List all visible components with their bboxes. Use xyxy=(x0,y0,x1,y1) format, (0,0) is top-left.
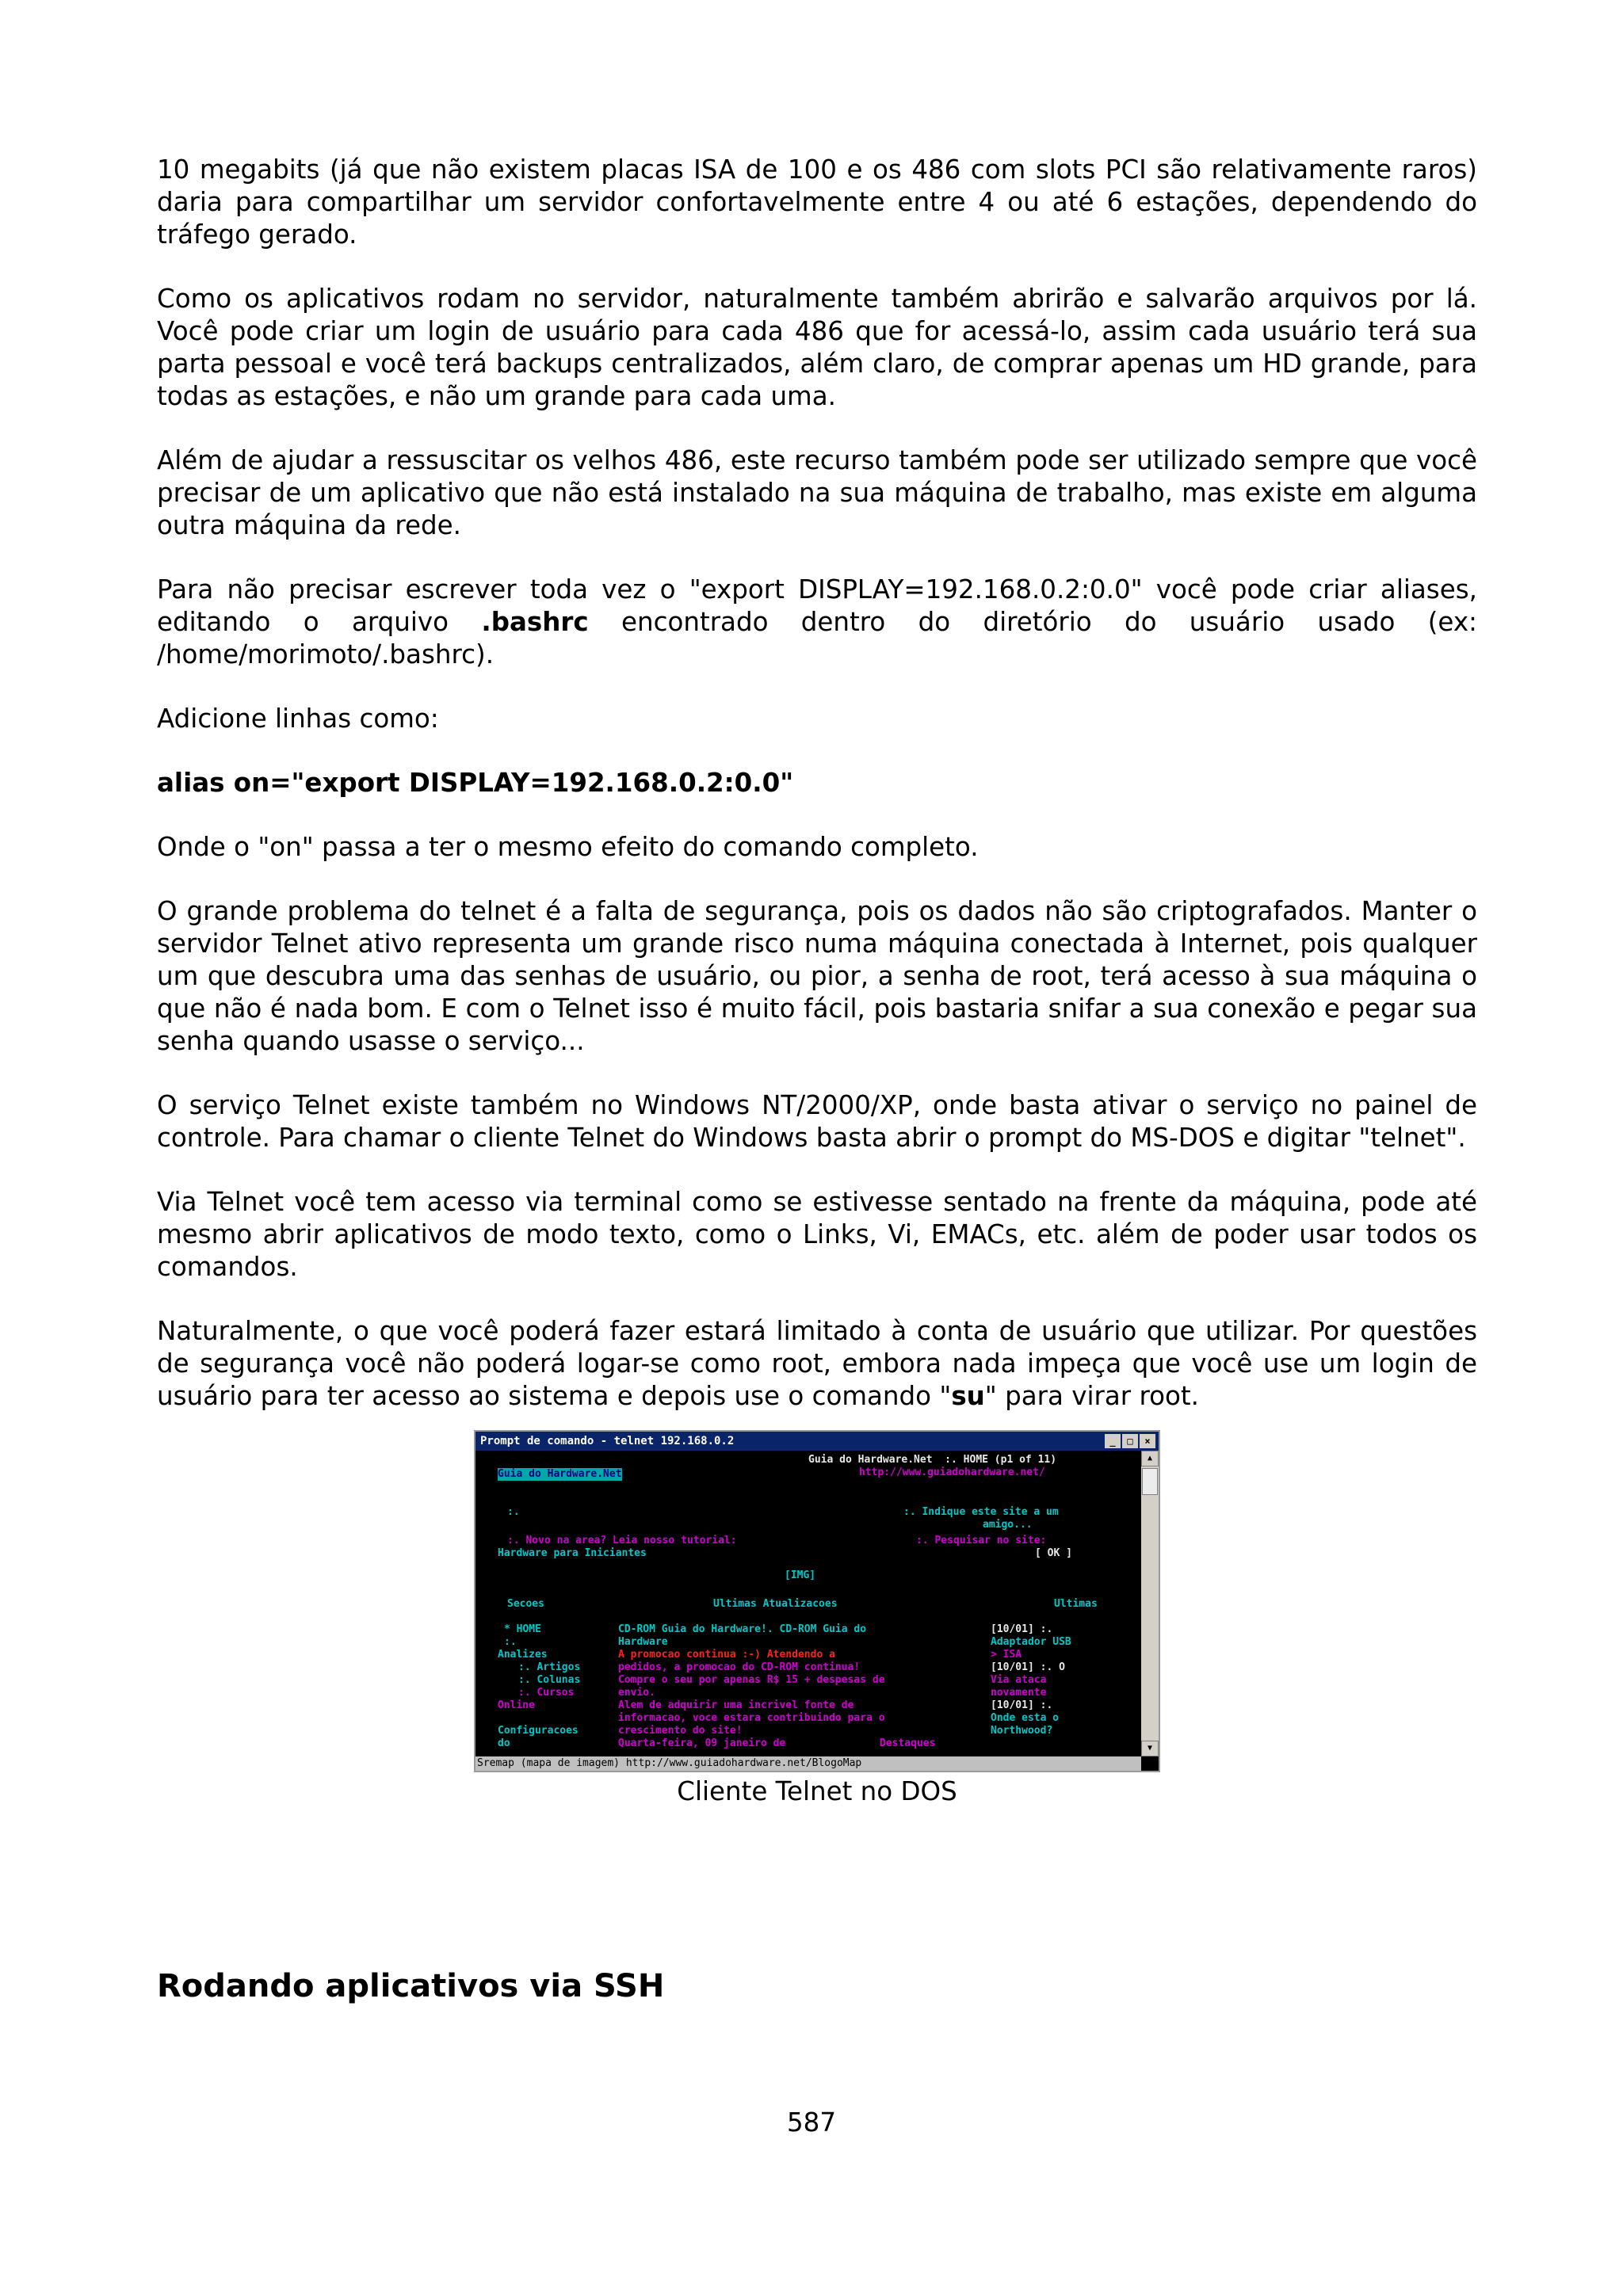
close-button[interactable]: × xyxy=(1140,1434,1155,1448)
command-su: su xyxy=(951,1381,985,1411)
alias-code-line: alias on="export DISPLAY=192.168.0.2:0.0" xyxy=(157,768,794,798)
paragraph: Via Telnet você tem acesso via terminal como se estivesse sentado na frente da máquina, pode até mesmo abrir aplicativos de modo texto, como o Links, Vi, EMACs, etc. além de poder usar todos os comandos. xyxy=(157,1187,1477,1282)
terminal-line: crescimento do site! xyxy=(618,1725,743,1737)
terminal-line: Onde esta o xyxy=(991,1712,1060,1724)
terminal-line: [10/01] :. O xyxy=(991,1661,1065,1673)
terminal-screen xyxy=(475,1451,1141,1756)
terminal-line: pedidos, a promocao do CD-ROM continua! xyxy=(618,1661,861,1673)
terminal-line: > ISA xyxy=(991,1649,1022,1661)
filename-bashrc: .bashrc xyxy=(481,607,589,637)
paragraph-alias xyxy=(157,574,1477,671)
terminal-line: :. Cursos xyxy=(518,1687,575,1699)
terminal-line: Quarta-feira, 09 janeiro de xyxy=(618,1737,786,1749)
terminal-line: :. xyxy=(507,1506,520,1518)
maximize-button[interactable]: □ xyxy=(1122,1434,1138,1448)
terminal-line: [10/01] :. xyxy=(991,1699,1053,1711)
scroll-down-icon[interactable]: ▼ xyxy=(1141,1741,1159,1756)
text: Naturalmente, o que você poderá fazer estará limitado à conta de usuário que utilizar. Por questões de segurança você não poderá logar-se como root, embora nada impeça que você use um login de usuário para ter acesso ao sistema e depois use o comando " xyxy=(157,1316,1477,1411)
window-title: Prompt de comando - telnet 192.168.0.2 xyxy=(480,1435,735,1447)
terminal-line: Destaques xyxy=(880,1737,936,1749)
page-body xyxy=(157,154,1478,2004)
scroll-up-icon[interactable]: ▲ xyxy=(1141,1451,1159,1466)
terminal-line: Analizes xyxy=(498,1649,548,1661)
terminal-line: * HOME xyxy=(504,1623,541,1635)
figure-caption: Cliente Telnet no DOS xyxy=(677,1776,957,1806)
terminal-line: amigo... xyxy=(983,1519,1033,1531)
terminal-line: Secoes xyxy=(507,1598,544,1610)
terminal-line: Online xyxy=(498,1699,535,1711)
paragraph: O serviço Telnet existe também no Windows NT/2000/XP, onde basta ativar o serviço no painel de controle. Para chamar o cliente Telnet do Windows basta abrir o prompt do MS-DOS e digitar "telnet". xyxy=(157,1090,1477,1153)
terminal-line: Compre o seu por apenas R$ 15 + despesas de xyxy=(618,1674,885,1686)
terminal-line: [IMG] xyxy=(785,1569,816,1581)
terminal-line: A promocao continua :-) Atendendo a xyxy=(618,1649,835,1661)
terminal-line: :. Artigos xyxy=(518,1661,581,1673)
terminal-line: [ OK ] xyxy=(1035,1547,1072,1559)
terminal-scrollbar[interactable] xyxy=(1141,1451,1159,1756)
scroll-thumb[interactable] xyxy=(1142,1468,1158,1495)
terminal-line: [10/01] :. xyxy=(991,1623,1053,1635)
minimize-button[interactable]: _ xyxy=(1105,1434,1121,1448)
terminal-line: http://www.guiadohardware.net/ xyxy=(859,1466,1045,1478)
text: encontrado dentro do diretório do usuário usado (ex: /home/morimoto/.bashrc). xyxy=(157,607,1478,669)
terminal-line: Alem de adquirir uma incrivel fonte de xyxy=(618,1699,854,1711)
terminal-line: Ultimas xyxy=(1054,1598,1098,1610)
paragraph: Onde o "on" passa a ter o mesmo efeito do comando completo. xyxy=(157,832,979,862)
terminal-line: :. Pesquisar no site: xyxy=(916,1535,1047,1547)
paragraph-su xyxy=(157,1315,1477,1413)
terminal-line: :. Novo na area? Leia nosso tutorial: xyxy=(507,1535,737,1547)
page-number: 587 xyxy=(786,2107,837,2138)
figure-telnet xyxy=(474,1430,1160,1808)
terminal-line: informacao, voce estara contribuindo para o xyxy=(618,1712,885,1724)
terminal-line: Adaptador USB xyxy=(991,1636,1071,1648)
terminal-line: Ultimas Atualizacoes xyxy=(713,1598,838,1610)
terminal-line: envio. xyxy=(618,1687,655,1699)
terminal-line: Hardware para Iniciantes xyxy=(498,1547,647,1559)
window-controls xyxy=(1105,1434,1155,1448)
paragraph: Como os aplicativos rodam no servidor, naturalmente também abrirão e salvarão arquivos por lá. Você pode criar um login de usuário para cada 486 que for acessá-lo, assim cada usuário terá sua parta pessoal e você terá backups centralizados, além claro, de comprar apenas um HD grande, para todas as estações, e não um grande para cada uma. xyxy=(157,284,1477,411)
text: Para não precisar escrever toda vez o "export DISPLAY=192.168.0.2:0.0" você pode criar aliases, editando o arquivo xyxy=(157,574,1477,637)
terminal-line: Guia do Hardware.Net xyxy=(498,1468,622,1480)
paragraph: Adicione linhas como: xyxy=(157,704,439,734)
paragraph: Além de ajudar a ressuscitar os velhos 486, este recurso também pode ser utilizado sempre que você precisar de um aplicativo que não está instalado na sua máquina de trabalho, mas existe em alguma outra máquina da rede. xyxy=(157,445,1477,540)
terminal-window xyxy=(474,1430,1160,1772)
terminal-line: Guia do Hardware.Net :. HOME (p1 of 11) xyxy=(808,1454,1057,1466)
text: " para virar root. xyxy=(984,1381,1199,1411)
terminal-line: Configuracoes xyxy=(498,1725,579,1737)
terminal-line: do xyxy=(498,1737,510,1749)
terminal-line: Hardware xyxy=(618,1636,668,1648)
terminal-line: novamente xyxy=(991,1687,1047,1699)
terminal-title-bar[interactable] xyxy=(475,1432,1159,1451)
terminal-line: :. xyxy=(504,1636,517,1648)
section-heading: Rodando aplicativos via SSH xyxy=(157,1968,665,2004)
terminal-line: Via ataca xyxy=(991,1674,1047,1686)
terminal-line: :. Colunas xyxy=(518,1674,581,1686)
terminal-status-line: Sremap (mapa de imagem) http://www.guiadohardware.net/BlogoMap xyxy=(475,1756,1141,1771)
paragraph: O grande problema do telnet é a falta de segurança, pois os dados não são criptografados. Manter o servidor Telnet ativo representa um grande risco numa máquina conectada à Internet, pois qualquer um que descubra uma das senhas de usuário, ou pior, a senha de root, terá acesso à sua máquina o que não é nada bom. E com o Telnet isso é muito fácil, pois bastaria snifar a sua conexão e pegar sua senha quando usasse o serviço... xyxy=(157,896,1477,1056)
terminal-line: CD-ROM Guia do Hardware!. CD-ROM Guia do xyxy=(618,1623,867,1635)
paragraph: 10 megabits (já que não existem placas ISA de 100 e os 486 com slots PCI são relativamente raros) daria para compartilhar um servidor confortavelmente entre 4 ou até 6 estações, dependendo do tráfego gerado. xyxy=(157,154,1477,250)
terminal-line: :. Indique este site a um xyxy=(903,1506,1059,1518)
terminal-line: Northwood? xyxy=(991,1725,1053,1737)
